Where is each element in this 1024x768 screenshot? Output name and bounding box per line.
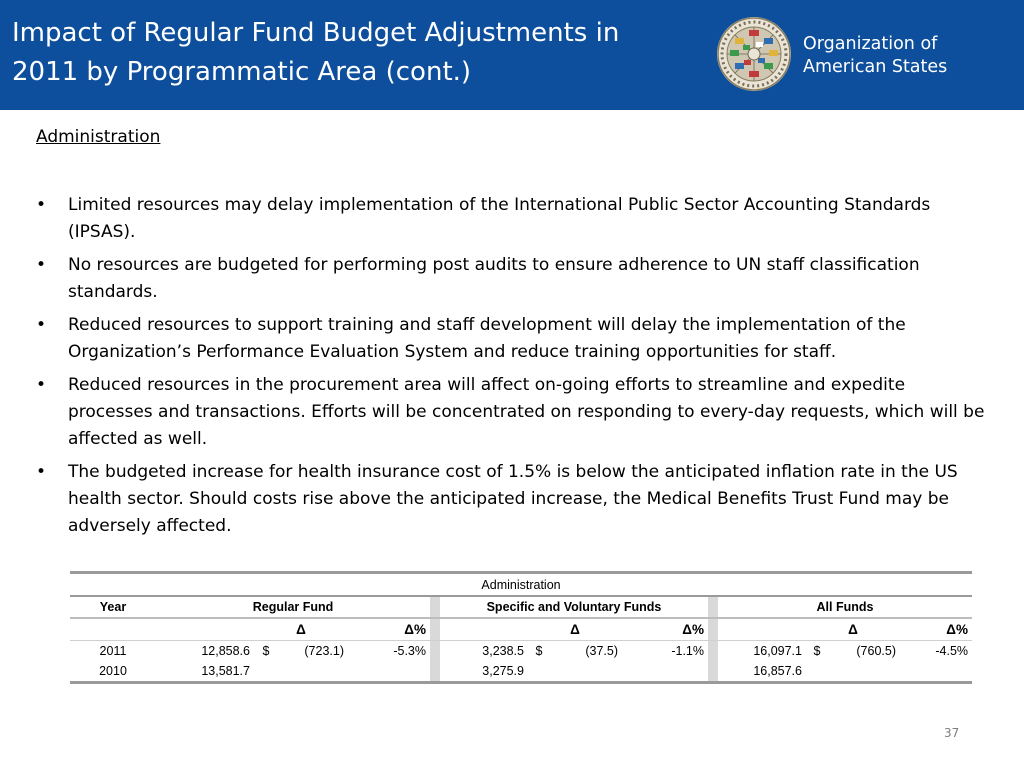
org-name-line-2: American States (803, 57, 948, 77)
specific-dollar-sign: $ (535, 644, 543, 658)
bullet-text: No resources are budgeted for performing post audits to ensure adherence to UN staff classification standards. (68, 255, 920, 302)
slide-header (0, 0, 1024, 110)
row-year: 2010 (99, 664, 127, 678)
row-year: 2011 (99, 644, 127, 658)
bullet-symbol: • (36, 462, 47, 482)
header-year: Year (70, 596, 156, 618)
header-specific-voluntary-funds: Specific and Voluntary Funds (440, 596, 708, 618)
table-row (70, 661, 972, 681)
header-all-funds: All Funds (718, 596, 972, 618)
column-separator (708, 618, 718, 641)
specific-amount: 3,238.5 (482, 644, 524, 658)
bullet-list (36, 192, 986, 546)
regular-dollar-sign: $ (262, 644, 270, 658)
table-caption: Administration (481, 577, 561, 592)
regular-delta: (723.1) (304, 644, 344, 658)
column-separator (430, 618, 440, 641)
bullet-text: Reduced resources in the procurement area will affect on-going efforts to streamline and expedite processes and transactions. Efforts will be concentrated on responding to every-day requests, which will be affected as well. (68, 375, 985, 449)
bullet-item (36, 312, 986, 366)
column-separator (430, 641, 440, 662)
column-separator (430, 661, 440, 681)
slide-title (12, 14, 692, 92)
regular-delta-pct: -5.3% (393, 644, 426, 658)
column-separator (430, 596, 440, 618)
regular-amount: 12,858.6 (201, 644, 250, 658)
regular-amount: 13,581.7 (201, 664, 250, 678)
bullet-symbol: • (36, 195, 47, 215)
bullet-item (36, 459, 986, 540)
column-separator (708, 661, 718, 681)
bullet-item (36, 252, 986, 306)
bullet-item (36, 192, 986, 246)
bullet-text: Reduced resources to support training and staff development will delay the implementation of the Organization’s Performance Evaluation System and reduce training opportunities for staff. (68, 315, 906, 362)
all-amount: 16,857.6 (753, 664, 802, 678)
org-name-line-1: Organization of (803, 34, 938, 54)
column-separator (708, 641, 718, 662)
budget-table (70, 571, 972, 684)
regular-delta-pct-header: Δ% (348, 618, 430, 641)
oas-seal-icon (716, 16, 792, 92)
organization-name (803, 33, 947, 79)
specific-delta-pct-header: Δ% (622, 618, 708, 641)
specific-delta: (37.5) (585, 644, 618, 658)
title-line-2: 2011 by Programmatic Area (cont.) (12, 57, 472, 87)
bullet-symbol: • (36, 315, 47, 335)
bullet-symbol: • (36, 255, 47, 275)
specific-delta-header: Δ (528, 618, 622, 641)
column-separator (708, 596, 718, 618)
header-regular-fund: Regular Fund (156, 596, 430, 618)
bullet-text: The budgeted increase for health insurance cost of 1.5% is below the anticipated inflation rate in the US health sector. Should costs rise above the anticipated increase, the Medical Benefits Trust Fund may be adversely affected. (68, 462, 958, 536)
table-row (70, 641, 972, 662)
all-delta: (760.5) (856, 644, 896, 658)
all-delta-pct: -4.5% (935, 644, 969, 658)
all-delta-pct-header: Δ% (900, 618, 972, 641)
all-dollar-sign: $ (813, 644, 821, 658)
bullet-item (36, 372, 986, 453)
specific-amount: 3,275.9 (482, 664, 524, 678)
title-line-1: Impact of Regular Fund Budget Adjustments in (12, 18, 620, 48)
bullet-text: Limited resources may delay implementation of the International Public Sector Accounting Standards (IPSAS). (68, 195, 931, 242)
specific-delta-pct: -1.1% (671, 644, 704, 658)
regular-delta-header: Δ (254, 618, 348, 641)
bullet-symbol: • (36, 375, 47, 395)
page-number: 37 (944, 726, 960, 740)
all-delta-header: Δ (806, 618, 900, 641)
all-amount: 16,097.1 (753, 644, 802, 658)
section-heading: Administration (36, 127, 161, 147)
